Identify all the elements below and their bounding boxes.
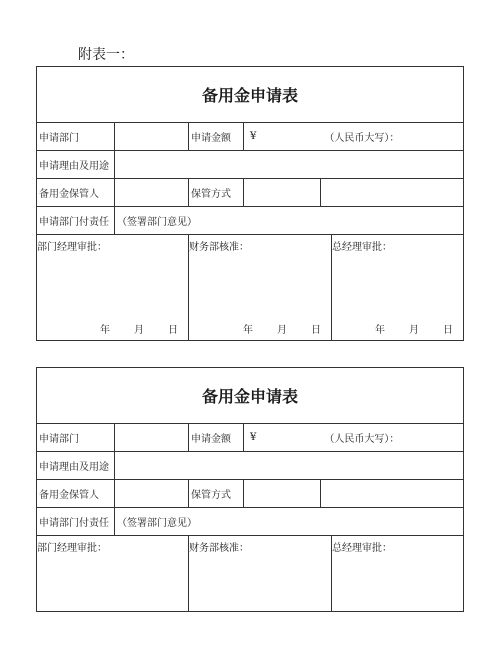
approval-row [37,235,463,340]
row-reason [37,151,463,179]
gm-label: 总经理审批： [332,242,392,253]
date-line: 年 月 日 [243,325,321,336]
date-line: 年 月 日 [375,325,453,336]
dept-label: 申请部门 [37,123,115,150]
dept-field[interactable] [115,424,189,451]
finance-approval[interactable] [189,536,332,611]
finance-label: 财务部核准： [189,242,249,253]
row-custodian [37,480,463,508]
gm-approval[interactable] [332,235,463,340]
row-responsible [37,508,463,536]
storage-method-label: 保管方式 [189,179,244,206]
reason-field[interactable] [115,452,463,479]
amount-label: 申请金额 [189,424,244,451]
rmb-uppercase-label: （人民币大写）： [324,434,400,445]
gm-approval[interactable] [332,536,463,611]
dept-manager-approval[interactable] [37,235,189,340]
storage-method-field[interactable] [244,179,321,206]
dept-field[interactable] [115,123,189,150]
dept-manager-approval[interactable] [37,536,189,611]
petty-cash-form-1 [36,66,464,341]
reason-field[interactable] [115,151,463,178]
responsible-note: （签署部门意见） [117,217,197,228]
custodian-field[interactable] [115,480,189,507]
dept-manager-label: 部门经理审批： [37,242,107,253]
blank-cell [321,480,463,507]
approval-row [37,536,463,611]
dept-manager-label: 部门经理审批： [37,543,107,554]
responsible-field[interactable] [115,207,463,234]
reason-label: 申请理由及用途 [37,151,115,178]
row-dept-amount [37,123,463,151]
finance-approval[interactable] [189,235,332,340]
responsible-note: （签署部门意见） [117,518,197,529]
date-line: 年 月 日 [100,325,178,336]
finance-label: 财务部核准： [189,543,249,554]
storage-method-label: 保管方式 [189,480,244,507]
custodian-label: 备用金保管人 [37,179,115,206]
appendix-label: 附表一： [78,47,134,63]
amount-field[interactable] [244,123,463,150]
row-dept-amount [37,424,463,452]
petty-cash-form-2 [36,367,464,612]
blank-cell [321,179,463,206]
gm-label: 总经理审批： [332,543,392,554]
custodian-label: 备用金保管人 [37,480,115,507]
currency-symbol: ¥ [250,131,257,142]
amount-label: 申请金额 [189,123,244,150]
form-title: 备用金申请表 [37,67,463,123]
rmb-uppercase-label: （人民币大写）： [324,133,400,144]
responsible-label: 申请部门付责任 [37,508,115,535]
row-reason [37,452,463,480]
responsible-field[interactable] [115,508,463,535]
responsible-label: 申请部门付责任 [37,207,115,234]
row-custodian [37,179,463,207]
custodian-field[interactable] [115,179,189,206]
reason-label: 申请理由及用途 [37,452,115,479]
dept-label: 申请部门 [37,424,115,451]
currency-symbol: ¥ [250,432,257,443]
row-responsible [37,207,463,235]
amount-field[interactable] [244,424,463,451]
form-title: 备用金申请表 [37,368,463,424]
storage-method-field[interactable] [244,480,321,507]
